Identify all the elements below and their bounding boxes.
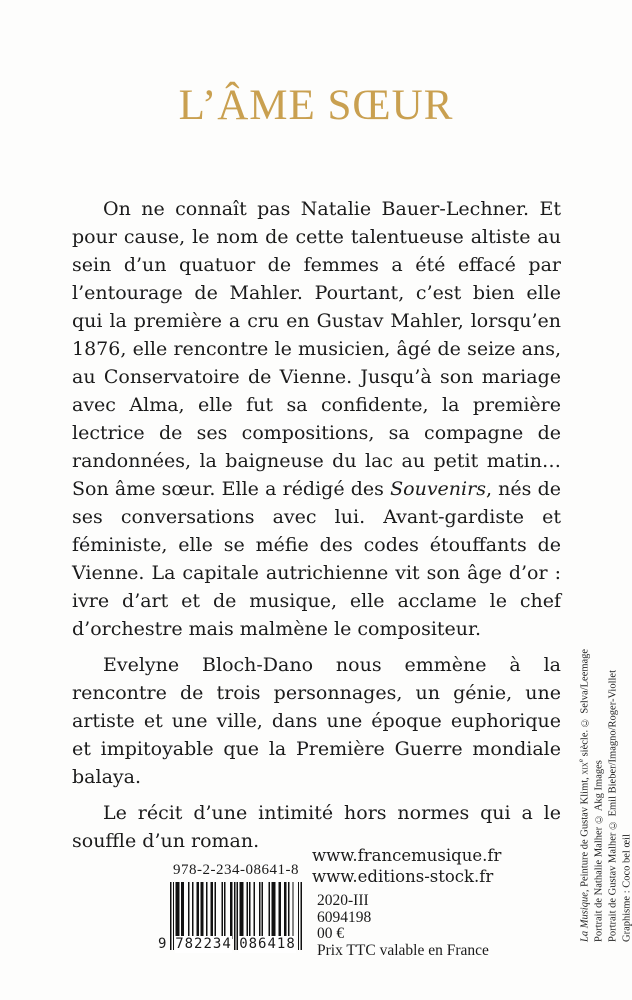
publisher-meta [317, 893, 501, 959]
reference-number: 6094198 [317, 908, 372, 926]
credit-line-klimt [574, 604, 593, 942]
barcode-digits [158, 936, 302, 953]
france-musique-url: www.francemusique.fr [312, 846, 502, 865]
credit-agency-1: siècle. © Selva/Leemage [579, 648, 591, 760]
editions-stock-url: www.editions-stock.fr [312, 867, 494, 886]
book-title: L’ÂME SŒUR [178, 82, 454, 129]
blurb-paragraph-3: Le récit d’une intimité hors normes qui a le souffle d’un roman. [72, 802, 561, 852]
credit-century: xix [579, 762, 591, 775]
blurb-paragraph-1-italic-title: Souvenirs [390, 478, 486, 500]
blurb-paragraph-1 [72, 195, 561, 643]
price: 00 € [317, 925, 345, 942]
credit-line-nathalie: Portrait de Nathalie Malher © Akg Images [593, 760, 605, 942]
barcode-digit-first: 9 [158, 936, 167, 952]
publisher-block [312, 845, 501, 959]
isbn-label: 978-2-234-08641-8 [173, 862, 299, 878]
ean13-barcode [158, 882, 302, 952]
price-note: Prix TTC valable en France [317, 941, 489, 959]
credit-artwork-title: La Musique [579, 892, 591, 942]
credit-line-gustav: Portrait de Gustav Malher © Emil Bieber/Imagno/Roger-Viollet [607, 669, 619, 942]
credit-line-design: Graphisme : Coco bel œil [621, 834, 632, 942]
credit-artwork-desc: , Peinture de Gustav Klimt, [579, 774, 591, 893]
edition-code: 2020-III [317, 892, 369, 909]
barcode-block [156, 862, 302, 950]
blurb-text [72, 195, 561, 863]
barcode-digit-group-1: 782234 [175, 936, 232, 952]
blurb-paragraph-1-post: , nés de ses conversations avec lui. Avant-gardiste et féministe, elle se méfie des codes étouffants de Vienne. La capitale autrichienne vit son âge d’or : ivre d’art et de musique, elle acclame le chef d’orchestre mais malmène le compositeur. [72, 478, 562, 640]
barcode-digit-group-2: 086418 [239, 936, 296, 952]
blurb-paragraph-1-pre: On ne connaît pas Natalie Bauer-Lechner. Et pour cause, le nom de cette talentueuse altiste au sein d’un quatuor de femmes a été effacé par l’entourage de Mahler. Pourtant, c’est bien elle qui la première a cru en Gustav Mahler, lorsqu’en 1876, elle rencontre le musicien, âgé de seize ans, au Conservatoire de Vienne. Jusqu’à son mariage avec Alma, elle fut sa confidente, la première lectrice de ses compositions, sa compagne de randonnées, la baigneuse du lac au petit matin… Son âme sœur. Elle a rédigé des [72, 198, 561, 500]
blurb-paragraph-2: Evelyne Bloch-Dano nous emmène à la rencontre de trois personnages, un génie, une artiste et une ville, dans une époque euphorique et impitoyable que la Première Guerre mondiale balaya. [72, 654, 561, 788]
photo-credits [574, 604, 630, 942]
credit-century-sup: e [577, 759, 585, 763]
